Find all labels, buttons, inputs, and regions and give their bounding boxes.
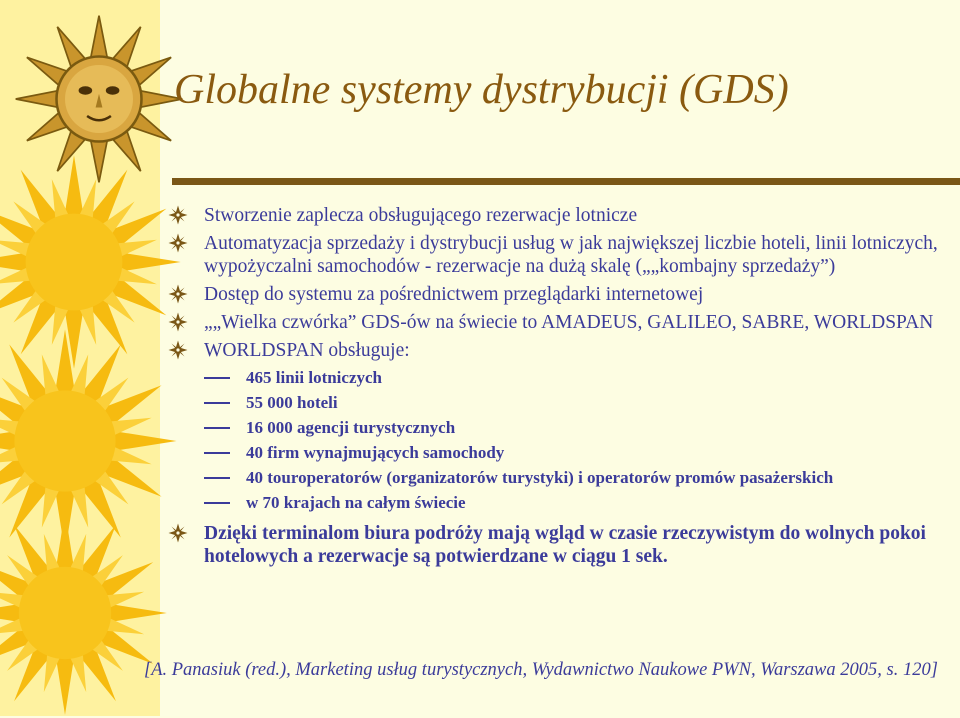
sub-item-text: 465 linii lotniczych [246,368,382,387]
dash-bullet-icon [204,402,230,404]
sub-list-item [168,467,954,488]
sub-item-text: 40 firm wynajmujących samochody [246,443,505,462]
sun-icon [0,508,170,718]
bullet-item [168,522,954,568]
bullet-text: Automatyzacja sprzedaży i dystrybucji usług w jak największej liczbie hoteli, linii lotniczych, wypożyczalni samochodów - rezerwacje na dużą skalę („„kombajny sprzedaży”) [204,233,938,277]
title-divider [172,178,960,185]
bullet-item [168,311,954,334]
star-bullet-icon [168,205,188,225]
bullet-item [168,232,954,278]
slide-content [168,204,954,573]
sub-list-item [168,417,954,438]
star-bullet-icon [168,284,188,304]
bullet-text: Stworzenie zaplecza obsługującego rezerwacje lotnicze [204,205,638,226]
dash-bullet-icon [204,502,230,504]
source-citation: [A. Panasiuk (red.), Marketing usług turystycznych, Wydawnictwo Naukowe PWN, Warszawa 2005, s. 120] [144,660,938,680]
slide-title: Globalne systemy dystrybucji (GDS) [174,67,789,113]
star-bullet-icon [168,523,188,543]
bullet-text: Dzięki terminalom biura podróży mają wgląd w czasie rzeczywistym do wolnych pokoi hotelowych a rezerwacje są potwierdzane w ciągu 1 sek. [204,523,926,567]
dash-bullet-icon [204,427,230,429]
bullet-item [168,204,954,227]
sub-item-text: w 70 krajach na całym świecie [246,493,466,512]
sub-item-text: 16 000 agencji turystycznych [246,418,456,437]
sub-list-item [168,392,954,413]
sub-list-item [168,442,954,463]
sub-list-item [168,492,954,513]
dash-bullet-icon [204,452,230,454]
bullet-item [168,339,954,362]
star-bullet-icon [168,233,188,253]
bullet-text: „„Wielka czwórka” GDS-ów na świecie to AMADEUS, GALILEO, SABRE, WORLDSPAN [204,312,934,333]
sub-list-item [168,367,954,388]
dash-bullet-icon [204,477,230,479]
bullet-item [168,283,954,306]
sub-item-text: 40 touroperatorów (organizatorów turystyki) i operatorów promów pasażerskich [246,468,834,487]
star-bullet-icon [168,340,188,360]
star-bullet-icon [168,312,188,332]
sub-item-text: 55 000 hoteli [246,393,338,412]
bullet-text: WORLDSPAN obsługuje: [204,340,410,361]
worldspan-sub-list [168,367,954,513]
bullet-text: Dostęp do systemu za pośrednictwem przeglądarki internetowej [204,284,704,305]
dash-bullet-icon [204,377,230,379]
